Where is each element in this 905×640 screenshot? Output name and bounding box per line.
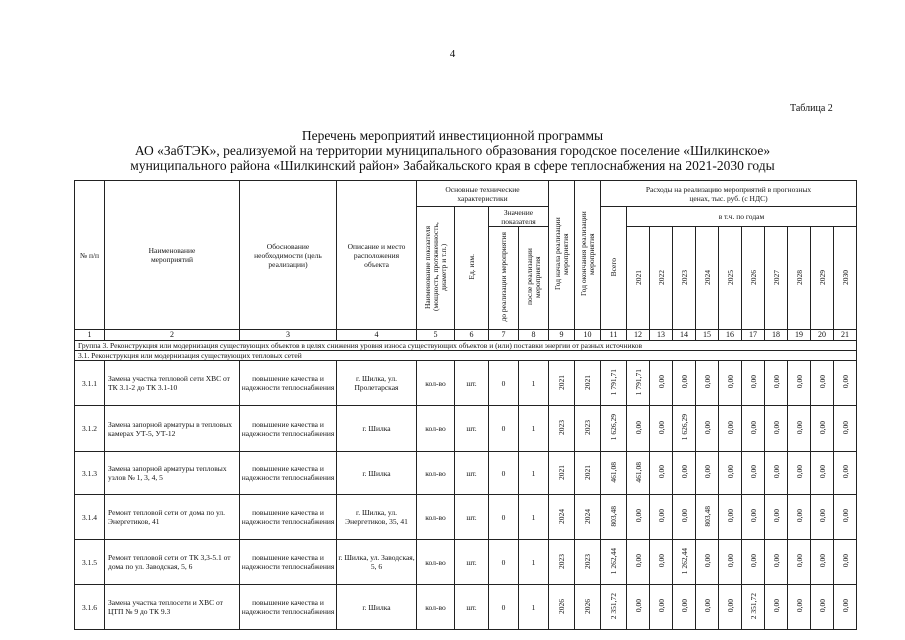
row-start-text: 2021 [557, 464, 566, 480]
row-start-text: 2024 [557, 508, 566, 524]
row-total [601, 585, 627, 630]
row-year-value [742, 452, 765, 495]
row-num: 3.1.2 [75, 406, 105, 452]
table-label: Таблица 2 [790, 103, 833, 114]
row-year-value [627, 585, 650, 630]
row-year-value [788, 452, 811, 495]
column-number: 9 [549, 330, 575, 341]
row-end [575, 406, 601, 452]
row-year-value [834, 585, 857, 630]
row-year-value-text: 0,00 [725, 465, 735, 479]
row-year-value-text: 0,00 [817, 420, 827, 435]
row-end-text: 2023 [583, 420, 592, 435]
row-year-value [811, 540, 834, 585]
row-year-value-text: 0,00 [656, 375, 666, 389]
header-year-text: 2023 [679, 269, 689, 285]
row-total [601, 452, 627, 495]
row-year-value [696, 495, 719, 540]
row-total [601, 361, 627, 406]
row-year-value [765, 361, 788, 406]
header-year-text: 2022 [656, 269, 666, 285]
header-year [696, 227, 719, 330]
row-year-value [673, 361, 696, 406]
row-year-value-text: 0,00 [840, 554, 850, 568]
table-row [75, 361, 857, 406]
row-year-value-text: 0,00 [817, 465, 827, 479]
header-year [811, 227, 834, 330]
table-row [75, 452, 857, 495]
subgroup-heading: 3.1. Реконструкция или модернизация существующих тепловых сетей [75, 351, 857, 361]
header-year-text: 2021 [633, 269, 643, 285]
row-year-value-text: 1 791,71 [633, 368, 643, 396]
row-unit: шт. [455, 495, 489, 540]
column-number: 19 [788, 330, 811, 341]
row-year-value [650, 585, 673, 630]
document-title [0, 128, 905, 173]
row-before: 0 [489, 406, 519, 452]
header-year-text: 2028 [794, 269, 804, 285]
row-year-value-text: 0,00 [633, 554, 643, 568]
row-year-value-text: 0,00 [679, 509, 689, 523]
row-year-value [673, 406, 696, 452]
header-year-text: 2030 [840, 269, 850, 285]
row-before: 0 [489, 361, 519, 406]
row-after: 1 [519, 406, 549, 452]
column-number: 13 [650, 330, 673, 341]
column-number: 4 [337, 330, 417, 341]
column-number: 7 [489, 330, 519, 341]
row-year-value [673, 540, 696, 585]
row-name: Замена участка теплосети и ХВС от ЦТП № 9 до ТК 9.3 [105, 585, 240, 630]
row-year-value [788, 585, 811, 630]
row-year-value-text: 0,00 [702, 420, 712, 435]
group-heading: Группа 3. Реконструкция или модернизация существующих объектов в целях снижения уровня износа существующих объектов и (или) поставки энергии от разных источников [75, 341, 857, 351]
row-start [549, 495, 575, 540]
row-year-value [673, 585, 696, 630]
row-end-text: 2021 [583, 464, 592, 480]
row-year-value-text: 0,00 [840, 599, 850, 613]
row-year-value [834, 540, 857, 585]
header-tech: Основные технические характеристики [417, 181, 549, 207]
column-number: 11 [601, 330, 627, 341]
header-end: Год окончания реализации мероприятия [575, 181, 601, 330]
column-number: 17 [742, 330, 765, 341]
row-year-value [765, 495, 788, 540]
row-year-value [650, 540, 673, 585]
row-name: Ремонт тепловой сети от ТК 3,3-5.1 от дома по ул. Заводская, 5, 6 [105, 540, 240, 585]
row-year-value [742, 406, 765, 452]
row-start-text: 2026 [557, 598, 566, 614]
row-unit: шт. [455, 540, 489, 585]
row-year-value-text: 2 351,72 [748, 592, 758, 620]
row-end-text: 2023 [583, 553, 592, 569]
row-year-value-text: 0,00 [817, 375, 827, 389]
header-year [742, 227, 765, 330]
header-year-text: 2024 [702, 269, 712, 285]
header-unit: Ед. изм. [455, 207, 489, 330]
row-total [601, 406, 627, 452]
row-total-text: 461,08 [609, 461, 618, 483]
title-line: АО «ЗабТЭК», реализуемой на территории муниципального образования городское поселение «Шилкинское» [134, 143, 771, 158]
row-end [575, 495, 601, 540]
row-total-text: 2 351,72 [609, 592, 618, 620]
row-unit: шт. [455, 585, 489, 630]
row-year-value-text: 0,00 [840, 465, 850, 479]
row-name: Замена участка тепловой сети ХВС от ТК 3.1-2 до ТК 3.1-10 [105, 361, 240, 406]
row-year-value-text: 1 626,29 [679, 414, 689, 441]
header-name: Наименование мероприятий [105, 181, 240, 330]
row-year-value [788, 540, 811, 585]
row-year-value [650, 452, 673, 495]
row-year-value-text: 0,00 [817, 509, 827, 523]
row-name: Замена запорной арматуры в тепловых камерах УТ-5, УТ-12 [105, 406, 240, 452]
header-reason: Обоснование необходимости (цель реализации) [240, 181, 337, 330]
row-before: 0 [489, 585, 519, 630]
table-row [75, 495, 857, 540]
row-total [601, 540, 627, 585]
row-end-text: 2021 [583, 374, 592, 390]
row-before: 0 [489, 452, 519, 495]
row-num: 3.1.5 [75, 540, 105, 585]
measures-table [74, 180, 857, 630]
row-year-value [696, 540, 719, 585]
row-year-value [742, 361, 765, 406]
row-year-value-text: 0,00 [702, 599, 712, 613]
row-year-value [788, 361, 811, 406]
row-before: 0 [489, 495, 519, 540]
row-indicator: кол-во [417, 495, 455, 540]
row-year-value [650, 361, 673, 406]
column-number: 3 [240, 330, 337, 341]
row-unit: шт. [455, 406, 489, 452]
row-desc: г. Шилка [337, 452, 417, 495]
row-year-value [834, 361, 857, 406]
column-number: 1 [75, 330, 105, 341]
row-year-value-text: 0,00 [794, 465, 804, 479]
title-line: муниципального района «Шилкинский район» Забайкальского края в сфере теплоснабжения на 2021-2030 годы [130, 158, 775, 173]
row-year-value [627, 495, 650, 540]
row-year-value [673, 495, 696, 540]
row-year-value [742, 495, 765, 540]
row-year-value-text: 0,00 [633, 509, 643, 523]
row-indicator: кол-во [417, 406, 455, 452]
row-year-value-text: 0,00 [679, 375, 689, 389]
row-year-value-text: 0,00 [771, 375, 781, 389]
header-year [788, 227, 811, 330]
row-total-text: 1 262,44 [609, 547, 618, 575]
row-year-value-text: 0,00 [725, 509, 735, 523]
row-year-value-text: 0,00 [771, 554, 781, 568]
row-desc: г. Шилка, ул. Пролетарская [337, 361, 417, 406]
header-indicator: Наименование показателя (мощность, протяженность, диаметр и т.п.) [417, 207, 455, 330]
row-year-value-text: 0,00 [794, 599, 804, 613]
title-line: Перечень мероприятий инвестиционной программы [301, 128, 604, 143]
row-year-value [742, 585, 765, 630]
row-year-value-text: 0,00 [702, 465, 712, 479]
row-year-value-text: 0,00 [656, 554, 666, 568]
row-year-value [696, 361, 719, 406]
row-year-value-text: 0,00 [748, 509, 758, 523]
row-year-value [765, 585, 788, 630]
row-desc: г. Шилка [337, 406, 417, 452]
row-year-value-text: 0,00 [679, 465, 689, 479]
row-end-text: 2026 [583, 598, 592, 614]
header-after: после реализации мероприятия [519, 227, 549, 330]
row-after: 1 [519, 495, 549, 540]
row-year-value [673, 452, 696, 495]
row-num: 3.1.1 [75, 361, 105, 406]
header-year-text: 2026 [748, 269, 758, 285]
row-year-value [719, 452, 742, 495]
table-row [75, 585, 857, 630]
row-reason: повышение качества и надежности теплоснабжения [240, 361, 337, 406]
row-name: Ремонт тепловой сети от дома по ул. Энергетиков, 41 [105, 495, 240, 540]
row-year-value-text: 0,00 [656, 599, 666, 613]
row-year-value [765, 540, 788, 585]
row-year-value [696, 452, 719, 495]
header-year [834, 227, 857, 330]
row-indicator: кол-во [417, 585, 455, 630]
row-year-value-text: 0,00 [840, 375, 850, 389]
header-year [765, 227, 788, 330]
column-number: 12 [627, 330, 650, 341]
row-year-value [834, 406, 857, 452]
row-year-value-text: 803,48 [702, 505, 712, 527]
row-year-value-text: 0,00 [771, 509, 781, 523]
column-number: 8 [519, 330, 549, 341]
row-year-value [788, 406, 811, 452]
row-end-text: 2024 [583, 508, 592, 524]
row-year-value [742, 540, 765, 585]
row-desc: г. Шилка, ул. Заводская, 5, 6 [337, 540, 417, 585]
row-year-value-text: 0,00 [794, 420, 804, 435]
column-number: 16 [719, 330, 742, 341]
row-year-value-text: 0,00 [725, 599, 735, 613]
row-total-text: 1 626,29 [609, 414, 618, 441]
row-year-value-text: 0,00 [725, 554, 735, 568]
row-start-text: 2021 [557, 374, 566, 390]
column-number: 15 [696, 330, 719, 341]
row-reason: повышение качества и надежности теплоснабжения [240, 406, 337, 452]
row-year-value [765, 406, 788, 452]
row-year-value-text: 0,00 [702, 554, 712, 568]
row-year-value [650, 495, 673, 540]
header-start: Год начала реализации мероприятия [549, 181, 575, 330]
row-end [575, 452, 601, 495]
header-value: Значение показателя [489, 207, 549, 227]
row-year-value [834, 495, 857, 540]
row-year-value [650, 406, 673, 452]
row-year-value [788, 495, 811, 540]
row-year-value [719, 495, 742, 540]
row-year-value [627, 406, 650, 452]
row-start [549, 540, 575, 585]
row-after: 1 [519, 361, 549, 406]
header-year-text: 2025 [725, 269, 735, 285]
row-start-text: 2023 [557, 553, 566, 569]
row-reason: повышение качества и надежности теплоснабжения [240, 585, 337, 630]
header-year-text: 2029 [817, 269, 827, 285]
row-year-value [811, 452, 834, 495]
row-year-value-text: 0,00 [748, 375, 758, 389]
row-year-value-text: 0,00 [748, 554, 758, 568]
row-num: 3.1.4 [75, 495, 105, 540]
table-row [75, 406, 857, 452]
row-year-value-text: 0,00 [840, 509, 850, 523]
column-number: 20 [811, 330, 834, 341]
row-year-value [811, 495, 834, 540]
row-reason: повышение качества и надежности теплоснабжения [240, 540, 337, 585]
row-year-value-text: 0,00 [633, 420, 643, 435]
row-num: 3.1.6 [75, 585, 105, 630]
row-year-value-text: 0,00 [794, 375, 804, 389]
column-number: 6 [455, 330, 489, 341]
row-year-value-text: 0,00 [725, 375, 735, 389]
header-year [627, 227, 650, 330]
row-after: 1 [519, 540, 549, 585]
header-year [650, 227, 673, 330]
header-before: до реализации мероприятия [489, 227, 519, 330]
row-before: 0 [489, 540, 519, 585]
row-indicator: кол-во [417, 540, 455, 585]
row-year-value-text: 0,00 [794, 554, 804, 568]
row-year-value [627, 361, 650, 406]
row-year-value-text: 0,00 [794, 509, 804, 523]
column-number: 2 [105, 330, 240, 341]
row-year-value-text: 461,08 [633, 461, 643, 483]
row-year-value-text: 0,00 [702, 375, 712, 389]
row-year-value [719, 361, 742, 406]
row-indicator: кол-во [417, 452, 455, 495]
row-year-value-text: 0,00 [817, 554, 827, 568]
header-year-text: 2027 [771, 269, 781, 285]
row-start-text: 2023 [557, 420, 566, 435]
row-year-value-text: 0,00 [656, 509, 666, 523]
row-year-value-text: 0,00 [725, 420, 735, 435]
header-by-years: в т.ч. по годам [627, 207, 857, 227]
row-year-value [627, 540, 650, 585]
row-unit: шт. [455, 452, 489, 495]
row-after: 1 [519, 585, 549, 630]
row-year-value-text: 0,00 [840, 420, 850, 435]
header-costs: Расходы на реализацию мероприятий в прогнозных ценах, тыс. руб. (с НДС) [601, 181, 857, 207]
row-num: 3.1.3 [75, 452, 105, 495]
row-year-value-text: 1 262,44 [679, 547, 689, 575]
column-number: 18 [765, 330, 788, 341]
row-end [575, 540, 601, 585]
row-year-value [811, 585, 834, 630]
row-after: 1 [519, 452, 549, 495]
row-end [575, 585, 601, 630]
row-start [549, 361, 575, 406]
row-reason: повышение качества и надежности теплоснабжения [240, 495, 337, 540]
row-year-value-text: 0,00 [817, 599, 827, 613]
row-year-value [719, 540, 742, 585]
row-year-value [811, 406, 834, 452]
row-year-value [696, 406, 719, 452]
row-unit: шт. [455, 361, 489, 406]
column-number: 14 [673, 330, 696, 341]
row-year-value [719, 585, 742, 630]
row-year-value [719, 406, 742, 452]
row-start [549, 585, 575, 630]
row-year-value [627, 452, 650, 495]
row-total-text: 1 791,71 [609, 368, 618, 396]
page-number: 4 [449, 48, 456, 60]
row-year-value-text: 0,00 [748, 420, 758, 435]
row-year-value-text: 0,00 [771, 420, 781, 435]
row-total-text: 803,48 [609, 505, 618, 527]
column-number: 5 [417, 330, 455, 341]
row-reason: повышение качества и надежности теплоснабжения [240, 452, 337, 495]
header-total: Всего [601, 207, 627, 330]
header-year [673, 227, 696, 330]
column-number: 21 [834, 330, 857, 341]
row-start [549, 452, 575, 495]
row-name: Замена запорной арматуры тепловых узлов № 1, 3, 4, 5 [105, 452, 240, 495]
row-start [549, 406, 575, 452]
column-number: 10 [575, 330, 601, 341]
row-year-value-text: 0,00 [771, 465, 781, 479]
row-year-value [834, 452, 857, 495]
row-year-value [811, 361, 834, 406]
row-indicator: кол-во [417, 361, 455, 406]
header-num: № п/п [75, 181, 105, 330]
row-year-value-text: 0,00 [679, 599, 689, 613]
row-year-value-text: 0,00 [633, 599, 643, 613]
row-year-value-text: 0,00 [656, 465, 666, 479]
header-year [719, 227, 742, 330]
row-year-value [765, 452, 788, 495]
table-row [75, 540, 857, 585]
row-desc: г. Шилка, ул. Энергетиков, 35, 41 [337, 495, 417, 540]
row-year-value-text: 0,00 [771, 599, 781, 613]
header-desc: Описание и место расположения объекта [337, 181, 417, 330]
row-year-value [696, 585, 719, 630]
row-year-value-text: 0,00 [748, 465, 758, 479]
row-year-value-text: 0,00 [656, 420, 666, 435]
row-desc: г. Шилка [337, 585, 417, 630]
row-total [601, 495, 627, 540]
row-end [575, 361, 601, 406]
